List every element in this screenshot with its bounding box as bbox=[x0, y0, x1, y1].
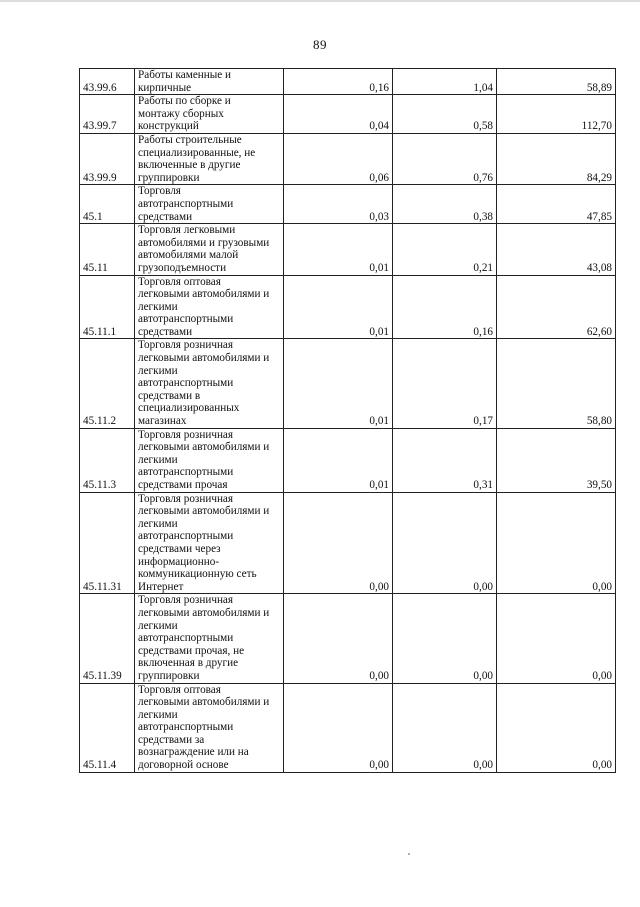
activity-name-line: легкими bbox=[138, 364, 178, 377]
activity-name-line: автотранспортными bbox=[138, 721, 234, 734]
value-column-1: 0,03 bbox=[284, 185, 393, 224]
value-column-2: 0,38 bbox=[393, 185, 497, 224]
activity-code: 43.99.6 bbox=[80, 69, 135, 95]
activity-name bbox=[135, 275, 284, 339]
value-column-3: 43,08 bbox=[497, 224, 616, 275]
value-column-2: 0,00 bbox=[393, 683, 497, 772]
value-column-2: 0,58 bbox=[393, 95, 497, 134]
value-column-1: 0,01 bbox=[284, 224, 393, 275]
table-row bbox=[80, 185, 616, 224]
activity-name bbox=[135, 683, 284, 772]
activity-name-line: Торговля розничная bbox=[138, 428, 234, 441]
table-row bbox=[80, 428, 616, 492]
activity-name bbox=[135, 95, 284, 134]
value-column-2: 0,31 bbox=[393, 428, 497, 492]
value-column-1: 0,04 bbox=[284, 95, 393, 134]
activity-name-line: группировки bbox=[138, 171, 200, 184]
value-column-3: 62,60 bbox=[497, 275, 616, 339]
activity-code: 45.11.4 bbox=[80, 683, 135, 772]
activity-name-line: легкими bbox=[138, 517, 178, 530]
table-row bbox=[80, 683, 616, 772]
activity-name-line: включенная в другие bbox=[138, 657, 239, 670]
table-row bbox=[80, 275, 616, 339]
activity-name-line: средствами bbox=[138, 325, 193, 338]
value-column-1: 0,00 bbox=[284, 492, 393, 594]
activity-name-line: автотранспортными bbox=[138, 466, 234, 479]
value-column-3: 58,89 bbox=[497, 69, 616, 95]
value-column-2: 1,04 bbox=[393, 69, 497, 95]
activity-name-line: Работы каменные и bbox=[138, 69, 232, 81]
table-row bbox=[80, 594, 616, 683]
page-number: 89 bbox=[313, 37, 327, 52]
activity-name-line: автотранспортными bbox=[138, 197, 234, 210]
value-column-2: 0,00 bbox=[393, 594, 497, 683]
table-row bbox=[80, 95, 616, 134]
activity-name-line: автотранспортными bbox=[138, 377, 234, 390]
value-column-1: 0,00 bbox=[284, 594, 393, 683]
activity-name-line: автотранспортными bbox=[138, 313, 234, 326]
activity-name-line: монтажу сборных bbox=[138, 107, 224, 120]
value-column-1: 0,01 bbox=[284, 339, 393, 428]
activity-name-line: Торговля розничная bbox=[138, 594, 234, 607]
activity-name bbox=[135, 428, 284, 492]
value-column-3: 0,00 bbox=[497, 594, 616, 683]
statistics-table bbox=[79, 68, 616, 773]
activity-name-line: включенные в другие bbox=[138, 159, 241, 172]
activity-name-line: Интернет bbox=[138, 580, 184, 593]
activity-name-line: Торговля оптовая bbox=[138, 683, 221, 696]
activity-code: 45.11.1 bbox=[80, 275, 135, 339]
activity-name-line: вознаграждение или на bbox=[138, 746, 249, 759]
activity-name-line: легкими bbox=[138, 708, 178, 721]
table-row bbox=[80, 224, 616, 275]
activity-name-line: средствами в bbox=[138, 389, 201, 402]
value-column-3: 58,80 bbox=[497, 339, 616, 428]
activity-code: 43.99.9 bbox=[80, 133, 135, 184]
activity-name-line: конструкций bbox=[138, 120, 199, 133]
table-row bbox=[80, 69, 616, 95]
activity-name-line: Торговля розничная bbox=[138, 492, 234, 505]
activity-name-line: легковыми автомобилями и bbox=[138, 696, 270, 709]
value-column-2: 0,21 bbox=[393, 224, 497, 275]
activity-code: 45.11.31 bbox=[80, 492, 135, 594]
activity-name-line: автотранспортными bbox=[138, 530, 234, 543]
activity-name-line: автомобилями малой bbox=[138, 249, 239, 262]
value-column-2: 0,76 bbox=[393, 133, 497, 184]
activity-name-line: информационно- bbox=[138, 555, 220, 568]
activity-code: 45.11.39 bbox=[80, 594, 135, 683]
value-column-3: 112,70 bbox=[497, 95, 616, 134]
activity-code: 45.1 bbox=[80, 185, 135, 224]
table-row bbox=[80, 133, 616, 184]
activity-code: 45.11 bbox=[80, 224, 135, 275]
value-column-1: 0,01 bbox=[284, 428, 393, 492]
scan-speck bbox=[408, 853, 410, 855]
activity-name-line: средствами за bbox=[138, 733, 205, 746]
activity-code: 45.11.2 bbox=[80, 339, 135, 428]
activity-name-line: легковыми автомобилями и bbox=[138, 505, 270, 518]
table-row bbox=[80, 339, 616, 428]
activity-name-line: Торговля bbox=[138, 185, 181, 198]
activity-name-line: средствами прочая, не bbox=[138, 644, 245, 657]
activity-name bbox=[135, 185, 284, 224]
value-column-1: 0,00 bbox=[284, 683, 393, 772]
value-column-2: 0,16 bbox=[393, 275, 497, 339]
value-column-1: 0,06 bbox=[284, 133, 393, 184]
activity-name-line: Торговля оптовая bbox=[138, 275, 221, 288]
activity-name bbox=[135, 224, 284, 275]
activity-name-line: кирпичные bbox=[138, 81, 192, 94]
value-column-3: 0,00 bbox=[497, 683, 616, 772]
activity-name-line: легковыми автомобилями и bbox=[138, 441, 270, 454]
scan-top-edge bbox=[0, 0, 640, 2]
value-column-3: 0,00 bbox=[497, 492, 616, 594]
activity-name-line: коммуникационную сеть bbox=[138, 568, 257, 581]
value-column-3: 47,85 bbox=[497, 185, 616, 224]
value-column-1: 0,16 bbox=[284, 69, 393, 95]
activity-name-line: автомобилями и грузовыми bbox=[138, 236, 270, 249]
activity-name-line: Работы по сборке и bbox=[138, 95, 231, 108]
activity-name-line: средствами bbox=[138, 210, 193, 223]
activity-name-line: договорной основе bbox=[138, 759, 229, 772]
activity-name-line: автотранспортными bbox=[138, 632, 234, 645]
activity-name-line: легкими bbox=[138, 453, 178, 466]
activity-name-line: специализированных bbox=[138, 402, 240, 415]
activity-name-line: грузоподъемности bbox=[138, 261, 227, 274]
activity-name bbox=[135, 339, 284, 428]
activity-code: 45.11.3 bbox=[80, 428, 135, 492]
activity-name-line: средствами через bbox=[138, 542, 221, 555]
activity-name-line: средствами прочая bbox=[138, 479, 228, 491]
activity-name bbox=[135, 594, 284, 683]
activity-name-line: легковыми автомобилями и bbox=[138, 606, 270, 619]
activity-name-line: специализированные, не bbox=[138, 146, 256, 159]
activity-name-line: Торговля легковыми bbox=[138, 224, 236, 237]
value-column-1: 0,01 bbox=[284, 275, 393, 339]
activity-name-line: легковыми автомобилями и bbox=[138, 288, 270, 301]
table-body bbox=[80, 69, 616, 773]
activity-code: 43.99.7 bbox=[80, 95, 135, 134]
activity-name-line: магазинах bbox=[138, 415, 187, 428]
table-row bbox=[80, 492, 616, 594]
value-column-3: 84,29 bbox=[497, 133, 616, 184]
activity-name-line: Торговля розничная bbox=[138, 339, 234, 352]
value-column-3: 39,50 bbox=[497, 428, 616, 492]
activity-name bbox=[135, 492, 284, 594]
activity-name-line: легкими bbox=[138, 619, 178, 632]
activity-name bbox=[135, 69, 284, 95]
activity-name-line: группировки bbox=[138, 669, 200, 682]
activity-name-line: легкими bbox=[138, 300, 178, 313]
value-column-2: 0,00 bbox=[393, 492, 497, 594]
activity-name-line: Работы строительные bbox=[138, 133, 242, 146]
activity-name bbox=[135, 133, 284, 184]
activity-name-line: легковыми автомобилями и bbox=[138, 352, 270, 365]
value-column-2: 0,17 bbox=[393, 339, 497, 428]
